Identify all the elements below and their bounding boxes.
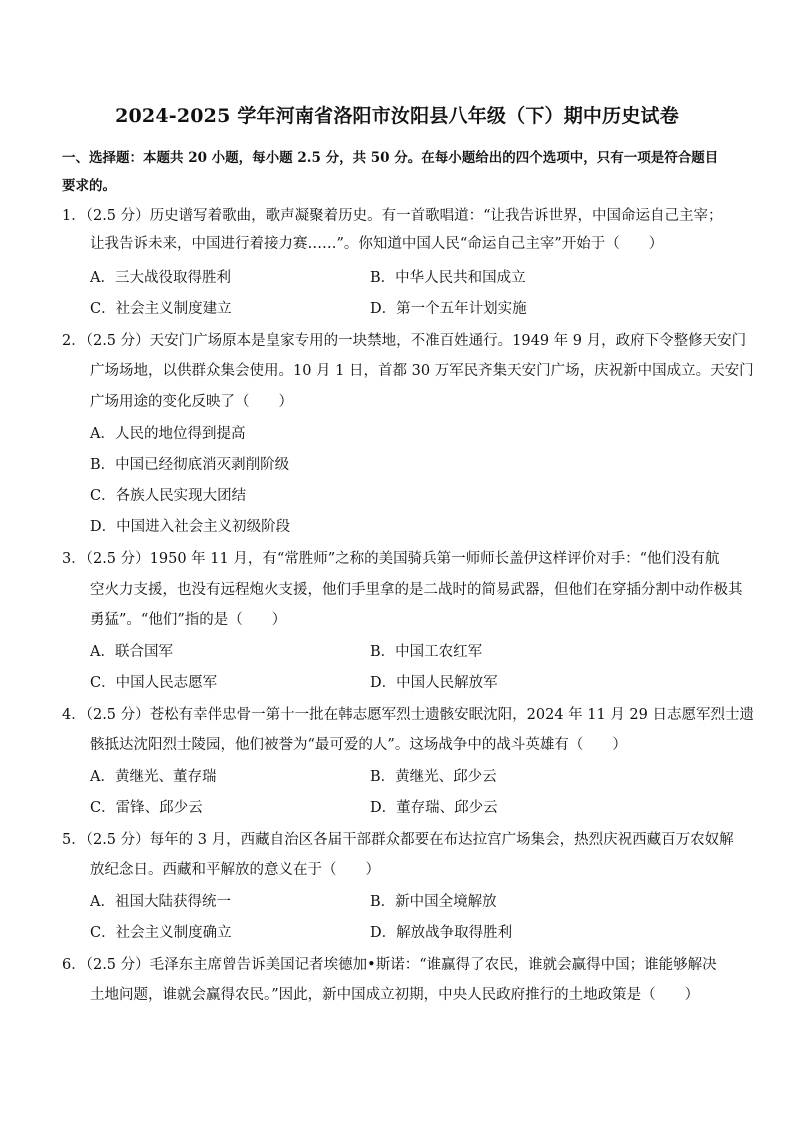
question-4-option-d: D．董存瑞、邱少云 [370, 800, 498, 816]
question-2-option-b: B．中国已经彻底消灭剥削阶级 [90, 457, 290, 473]
question-3-option-d: D．中国人民解放军 [370, 675, 498, 691]
question-5-line-2: 放纪念日。西藏和平解放的意义在于（ ） [90, 862, 380, 878]
question-4-option-b: B．黄继光、邱少云 [370, 769, 497, 785]
question-5-option-a: A．祖国大陆获得统一 [90, 894, 231, 910]
question-3-line-3: 勇猛”。“他们”指的是（ ） [90, 612, 287, 628]
question-1-option-c: C．社会主义制度建立 [90, 301, 232, 317]
question-2-line-2: 广场场地，以供群众集会使用。10 月 1 日，首都 30 万军民齐集天安门广场，庆祝新中国成立。天安门 [90, 363, 754, 379]
question-3-line-2: 空火力支援，也没有远程炮火支援，他们手里拿的是二战时的简易武器，但他们在穿插分割中动作极其 [90, 582, 743, 598]
question-3-option-a: A．联合国军 [90, 644, 173, 660]
question-1-option-b: B．中华人民共和国成立 [370, 270, 526, 286]
question-6-line-1: 6．（2.5 分）毛泽东主席曾告诉美国记者埃德加•斯诺：“谁赢得了农民，谁就会赢得中国；谁能够解决 [62, 957, 717, 973]
question-2-option-c: C．各族人民实现大团结 [90, 488, 247, 504]
question-3-line-1: 3．（2.5 分）1950 年 11 月，有“常胜师”之称的美国骑兵第一师师长盖伊这样评价对手：“他们没有航 [62, 551, 720, 567]
question-1-option-d: D．第一个五年计划实施 [370, 301, 527, 317]
question-4-option-a: A．黄继光、董存瑞 [90, 769, 217, 785]
section-heading: 一、选择题：本题共 20 小题，每小题 2.5 分，共 50 分。在每小题给出的四个选项中，只有一项是符合题目要求的。 [62, 150, 719, 194]
question-5-option-d: D．解放战争取得胜利 [370, 925, 513, 941]
question-1-line-1: 1．（2.5 分）历史谱写着歌曲，歌声凝聚着历史。有一首歌唱道：“让我告诉世界，中国命运自己主宰； [62, 208, 723, 224]
question-4-option-c: C．雷锋、邱少云 [90, 800, 203, 816]
question-2-line-3: 广场用途的变化反映了（ ） [90, 394, 293, 410]
question-2-option-a: A．人民的地位得到提高 [90, 426, 246, 442]
question-3-option-b: B．中国工农红军 [370, 644, 483, 660]
question-5-option-b: B．新中国全境解放 [370, 894, 497, 910]
question-2-line-1: 2．（2.5 分）天安门广场原本是皇家专用的一块禁地，不准百姓通行。1949 年 9 月，政府下令整修天安门 [62, 333, 747, 349]
question-5-line-1: 5．（2.5 分）每年的 3 月，西藏自治区各届干部群众都要在布达拉宫广场集会，热烈庆祝西藏百万农奴解 [62, 832, 734, 848]
question-3-option-c: C．中国人民志愿军 [90, 675, 218, 691]
question-2-option-d: D．中国进入社会主义初级阶段 [90, 519, 291, 535]
page-title: 2024-2025 学年河南省洛阳市汝阳县八年级（下）期中历史试卷 [115, 105, 679, 127]
question-5-option-c: C．社会主义制度确立 [90, 925, 232, 941]
question-4-line-1: 4．（2.5 分）苍松有幸伴忠骨一第十一批在韩志愿军烈士遗骸安眠沈阳，2024 年 11 月 29 日志愿军烈士遗 [62, 707, 754, 723]
question-1-option-a: A．三大战役取得胜利 [90, 270, 231, 286]
question-6-line-2: 土地问题，谁就会赢得农民。”因此，新中国成立初期，中央人民政府推行的土地政策是（ ） [90, 987, 700, 1003]
question-4-line-2: 骸抵达沈阳烈士陵园，他们被誉为“最可爱的人”。这场战争中的战斗英雄有（ ） [90, 737, 627, 753]
question-1-line-2: 让我告诉未来，中国进行着接力赛……”。你知道中国人民“命运自己主宰”开始于（ ） [90, 236, 664, 252]
